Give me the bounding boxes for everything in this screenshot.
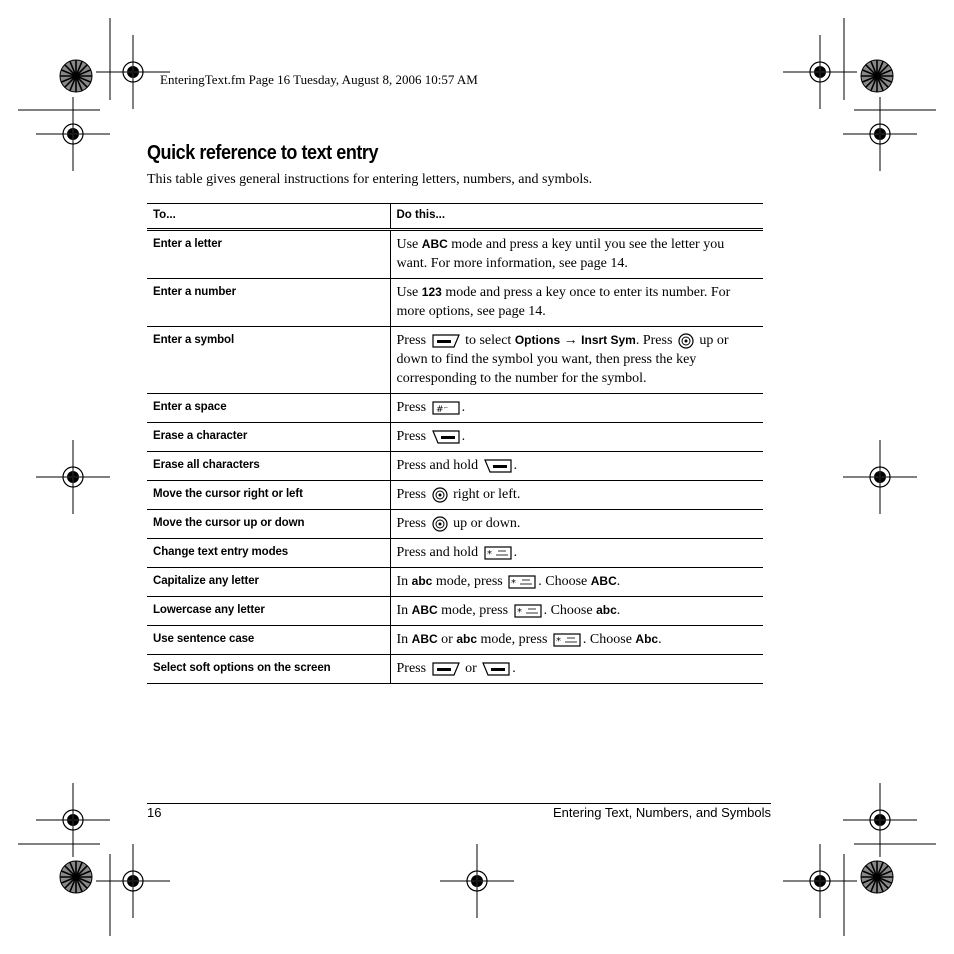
page-title: Quick reference to text entry [147, 142, 379, 164]
page-number: 16 [147, 805, 162, 820]
table-row [147, 568, 763, 597]
table-row [147, 327, 763, 394]
text: mode and press a key until you see the letter you want. For more information, see page 14. [396, 237, 725, 271]
svg-text:*: * [511, 577, 517, 589]
mode-label: abc [456, 632, 478, 646]
left-softkey-icon [432, 662, 460, 676]
star-shift-key-icon [508, 575, 536, 589]
text: . [513, 545, 518, 560]
task-cell: Erase a character [147, 423, 390, 452]
column-header-do-this: Do this... [390, 204, 763, 230]
task-cell: Enter a space [147, 394, 390, 423]
right-softkey-icon [484, 459, 512, 473]
text: . [512, 661, 516, 676]
left-softkey-icon [432, 334, 460, 348]
instruction-cell [390, 568, 763, 597]
menu-label-options: Options [514, 333, 561, 347]
mode-label: ABC [421, 237, 448, 251]
navigation-key-icon [432, 487, 448, 503]
table-header-row [147, 204, 763, 230]
mode-label: ABC [411, 632, 438, 646]
star-shift-key-icon [484, 546, 512, 560]
arrow: → [563, 333, 578, 348]
instruction-cell [390, 539, 763, 568]
instruction-cell [390, 510, 763, 539]
svg-text:#: # [435, 404, 444, 415]
mode-label: 123 [421, 285, 442, 299]
instruction-cell [390, 394, 763, 423]
text: . [658, 632, 662, 647]
table-row [147, 510, 763, 539]
text: Press [396, 661, 427, 676]
instruction-cell [390, 452, 763, 481]
text: Press [396, 333, 427, 348]
footer-rule [147, 803, 771, 804]
table-row [147, 423, 763, 452]
instruction-cell [390, 655, 763, 684]
instruction-cell [390, 230, 763, 279]
task-cell: Change text entry modes [147, 539, 390, 568]
task-cell: Enter a number [147, 279, 390, 327]
navigation-key-icon [678, 333, 694, 349]
table-row [147, 452, 763, 481]
text: up or down to find the symbol you want, then press the key corresponding to the number for the symbol. [396, 333, 729, 386]
text: mode and press a key once to enter its number. For more options, see page 14. [396, 285, 731, 319]
text: Press [396, 516, 427, 531]
task-cell: Lowercase any letter [147, 597, 390, 626]
text: . Choose [538, 574, 591, 589]
task-cell: Select soft options on the screen [147, 655, 390, 684]
column-header-to: To... [147, 204, 390, 230]
task-cell: Capitalize any letter [147, 568, 390, 597]
instruction-cell [390, 423, 763, 452]
mode-label: abc [411, 574, 433, 588]
task-cell: Move the cursor up or down [147, 510, 390, 539]
text: Press [396, 429, 427, 444]
table-row [147, 626, 763, 655]
text: . [461, 400, 466, 415]
menu-label-insrt-sym: Insrt Sym [581, 333, 636, 347]
task-cell: Erase all characters [147, 452, 390, 481]
text: Press and hold [396, 545, 479, 560]
text: . Choose [543, 603, 597, 618]
text: up or down. [453, 516, 521, 531]
text: . Choose [582, 632, 636, 647]
mode-label: ABC [590, 574, 617, 588]
right-softkey-icon [432, 430, 460, 444]
star-shift-key-icon [514, 604, 542, 618]
task-cell: Enter a symbol [147, 327, 390, 394]
text: Press and hold [396, 458, 479, 473]
instruction-cell [390, 597, 763, 626]
table-row [147, 655, 763, 684]
text: right or left. [453, 487, 521, 502]
running-title: Entering Text, Numbers, and Symbols [553, 805, 771, 820]
svg-text:⌐: ⌐ [443, 404, 448, 411]
task-cell: Use sentence case [147, 626, 390, 655]
right-softkey-icon [482, 662, 510, 676]
mode-label: ABC [411, 603, 438, 617]
text: Use [396, 285, 422, 300]
text: . Press [635, 333, 673, 348]
table-row [147, 230, 763, 279]
text: . [461, 429, 466, 444]
instruction-cell [390, 327, 763, 394]
table-row [147, 279, 763, 327]
text: mode, press [477, 632, 548, 647]
text: Use [396, 237, 422, 252]
text: . [616, 603, 621, 618]
svg-text:*: * [516, 606, 522, 618]
text: to select [465, 333, 515, 348]
text: mode, press [432, 574, 503, 589]
text: or [465, 661, 477, 676]
text: mode, press [437, 603, 509, 618]
pound-space-key-icon [432, 401, 460, 415]
text: . [513, 458, 518, 473]
text: Press [396, 487, 427, 502]
text: In [396, 574, 412, 589]
text: Press [396, 400, 427, 415]
text: In [396, 632, 412, 647]
table-row [147, 394, 763, 423]
text: or [437, 632, 457, 647]
text: In [396, 603, 412, 618]
svg-text:*: * [555, 635, 561, 647]
task-cell: Move the cursor right or left [147, 481, 390, 510]
instruction-cell [390, 626, 763, 655]
svg-text:*: * [486, 548, 492, 560]
table-row [147, 597, 763, 626]
quick-reference-table [147, 203, 763, 684]
table-row [147, 481, 763, 510]
table-row [147, 539, 763, 568]
instruction-cell [390, 481, 763, 510]
navigation-key-icon [432, 516, 448, 532]
instruction-cell [390, 279, 763, 327]
star-shift-key-icon [553, 633, 581, 647]
text: . [616, 574, 621, 589]
mode-label: abc [596, 603, 617, 617]
task-cell: Enter a letter [147, 230, 390, 279]
page-slug: EnteringText.fm Page 16 Tuesday, August 8, 2006 10:57 AM [160, 72, 478, 87]
mode-label: Abc [635, 632, 659, 646]
intro-text: This table gives general instructions for entering letters, numbers, and symbols. [147, 172, 593, 187]
